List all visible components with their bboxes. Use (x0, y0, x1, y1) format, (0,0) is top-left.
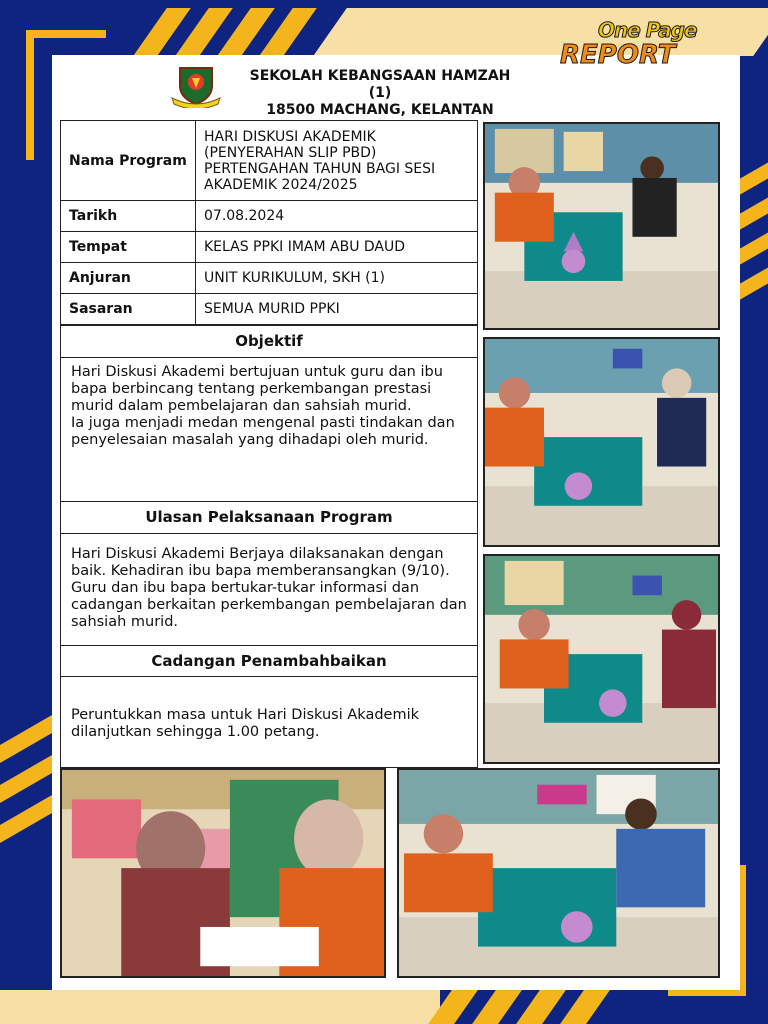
logo-line-2: REPORT (560, 40, 676, 70)
table-row (61, 121, 478, 201)
value-tarikh: 07.08.2024 (196, 201, 478, 232)
event-photo-3 (483, 554, 720, 764)
event-photo-2 (483, 337, 720, 547)
label-tarikh: Tarikh (61, 201, 196, 232)
event-photo-4 (60, 768, 386, 978)
objektif-body (60, 357, 478, 502)
table-row (61, 201, 478, 232)
one-page-report-logo (558, 16, 708, 72)
value-anjuran: UNIT KURIKULUM, SKH (1) (196, 263, 478, 294)
ulasan-title: Ulasan Pelaksanaan Program (145, 508, 393, 526)
label-nama-program: Nama Program (61, 121, 196, 201)
value-sasaran: SEMUA MURID PPKI (196, 294, 478, 325)
label-sasaran: Sasaran (61, 294, 196, 325)
ulasan-body (60, 533, 478, 646)
value-nama-program: HARI DISKUSI AKADEMIK (PENYERAHAN SLIP PBD) PERTENGAHAN TAHUN BAGI SESI AKADEMIK 2024/2025 (196, 121, 478, 201)
ulasan-title-box (60, 501, 478, 534)
table-row (61, 263, 478, 294)
school-address: 18500 MACHANG, KELANTAN (266, 102, 494, 118)
cream-band (0, 990, 440, 1024)
table-row (61, 232, 478, 263)
cadangan-title-box (60, 645, 478, 677)
objektif-title: Objektif (235, 332, 303, 350)
objektif-title-box (60, 325, 478, 358)
objektif-text-1: Hari Diskusi Akademi bertujuan untuk guru dan ibu bapa berbincang tentang perkembangan prestasi murid dalam pembelajaran dan sahsiah murid. (71, 364, 443, 414)
ulasan-text: Hari Diskusi Akademi Berjaya dilaksanakan dengan baik. Kehadiran ibu bapa memberansangkan (9/10). Guru dan ibu bapa bertukar-tukar informasi dan cadangan berkaitan perkembangan pembelajaran dan sahsiah murid. (71, 546, 467, 630)
event-photo-1 (483, 122, 720, 330)
school-name: SEKOLAH KEBANGSAAN HAMZAH (249, 68, 511, 84)
school-branch: (1) (368, 85, 392, 101)
label-tempat: Tempat (61, 232, 196, 263)
event-photo-5 (397, 768, 720, 978)
logo-line-1: One Page (598, 18, 697, 42)
table-row (61, 294, 478, 325)
objektif-text-2: Ia juga menjadi medan mengenal pasti tindakan dan penyelesaian masalah yang dihadapi oleh murid. (71, 415, 455, 448)
program-info-table (60, 120, 478, 325)
gold-bracket (26, 30, 106, 38)
cadangan-title: Cadangan Penambahbaikan (151, 652, 387, 670)
cadangan-text: Peruntukkan masa untuk Hari Diskusi Akademik dilanjutkan sehingga 1.00 petang. (71, 707, 419, 740)
gold-bracket (26, 30, 34, 160)
school-header (160, 68, 600, 119)
label-anjuran: Anjuran (61, 263, 196, 294)
value-tempat: KELAS PPKI IMAM ABU DAUD (196, 232, 478, 263)
cadangan-body (60, 676, 478, 768)
